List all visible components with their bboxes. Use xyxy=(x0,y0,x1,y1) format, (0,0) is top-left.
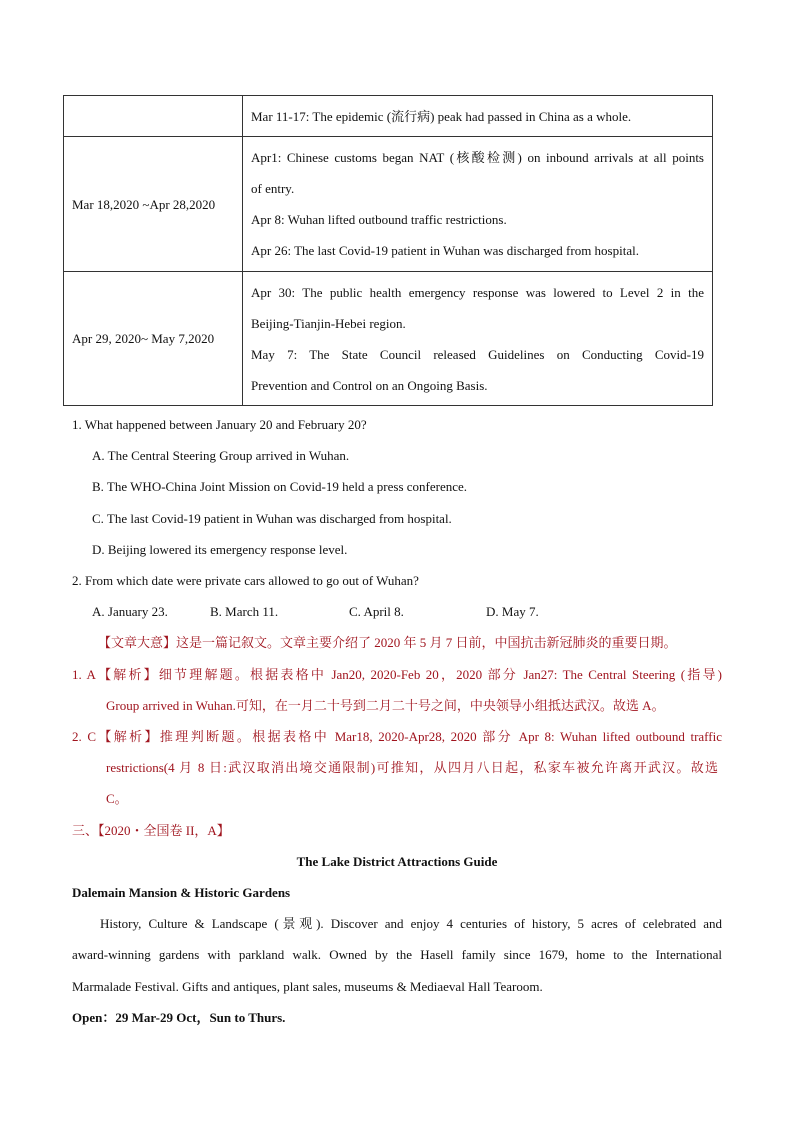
timeline-table xyxy=(63,95,713,406)
table-events-cell xyxy=(243,137,713,272)
event-line: May 7: The State Council released Guidelines on Conducting Covid-19 xyxy=(251,346,704,362)
event-line: of entry. xyxy=(251,181,295,196)
event-line: Apr 26: The last Covid-19 patient in Wuhan was discharged from hospital. xyxy=(251,243,639,258)
event-line: Mar 11-17: The epidemic (流行病) peak had passed in China as a whole. xyxy=(251,108,632,124)
analysis-answer-2-line-3: C。 xyxy=(106,791,128,806)
event-line: Apr 8: Wuhan lifted outbound traffic restrictions. xyxy=(251,212,507,227)
question-1-stem: 1. What happened between January 20 and February 20? xyxy=(72,417,367,432)
question-1-option-b: B. The WHO-China Joint Mission on Covid-19 held a press conference. xyxy=(92,479,468,494)
passage-paragraph-line-2: award-winning gardens with parkland walk. Owned by the Hasell family since 1679, home to the International xyxy=(72,947,722,962)
table-date-cell xyxy=(64,96,243,137)
passage-title: The Lake District Attractions Guide xyxy=(296,854,498,869)
question-2-option-b: B. March 11. xyxy=(210,604,279,619)
question-2-stem: 2. From which date were private cars allowed to go out of Wuhan? xyxy=(72,573,419,588)
section-heading: 三、【2020・全国卷 II，A】 xyxy=(72,823,230,838)
table-row xyxy=(64,272,713,406)
opening-hours: Open：29 Mar-29 Oct，Sun to Thurs. xyxy=(72,1010,286,1025)
event-line: Prevention and Control on an Ongoing Basis. xyxy=(251,377,488,393)
passage-paragraph-line-1: History, Culture & Landscape (景观). Discover and enjoy 4 centuries of history, 5 acres of celebrated and xyxy=(100,916,722,931)
analysis-answer-1-line-1: 1. A【解析】细节理解题。根据表格中 Jan20, 2020-Feb 20，2020 部分 Jan27: The Central Steering (指导) xyxy=(72,667,722,682)
analysis-answer-2-line-1: 2. C【解析】推理判断题。根据表格中 Mar18, 2020-Apr28, 2020 部分 Apr 8: Wuhan lifted outbound traffic xyxy=(72,729,722,744)
table-events-cell xyxy=(243,96,713,137)
table-row xyxy=(64,96,713,137)
event-line: Apr 30: The public health emergency response was lowered to Level 2 in the xyxy=(251,284,704,300)
table-row xyxy=(64,137,713,272)
event-line: Beijing-Tianjin-Hebei region. xyxy=(251,315,406,331)
analysis-answer-1-line-2: Group arrived in Wuhan.可知，在一月二十号到二月二十号之间，中央领导小组抵达武汉。故选 A。 xyxy=(106,698,665,713)
question-1-option-a: A. The Central Steering Group arrived in Wuhan. xyxy=(92,448,350,463)
question-2-option-a: A. January 23. xyxy=(92,604,168,619)
question-2-option-c: C. April 8. xyxy=(349,604,404,619)
passage-subtitle: Dalemain Mansion & Historic Gardens xyxy=(72,885,291,900)
analysis-answer-2-line-2: restrictions(4 月 8 日:武汉取消出境交通限制)可推知，从四月八日起，私家车被允许离开武汉。故选 xyxy=(106,760,718,775)
event-line: Apr1: Chinese customs began NAT (核酸检测) on inbound arrivals at all points xyxy=(251,150,704,165)
analysis-summary: 【文章大意】这是一篇记叙文。文章主要介绍了 2020 年 5 月 7 日前，中国抗击新冠肺炎的重要日期。 xyxy=(98,635,677,650)
table-events-cell xyxy=(243,272,713,406)
table-date-cell: Apr 29, 2020~ May 7,2020 xyxy=(64,272,243,406)
question-1-option-c: C. The last Covid-19 patient in Wuhan was discharged from hospital. xyxy=(92,511,452,526)
question-1-option-d: D. Beijing lowered its emergency response level. xyxy=(92,542,348,557)
passage-paragraph-line-3: Marmalade Festival. Gifts and antiques, plant sales, museums & Mediaeval Hall Tearoom. xyxy=(72,979,543,994)
table-date-cell: Mar 18,2020 ~Apr 28,2020 xyxy=(64,137,243,272)
question-2-option-d: D. May 7. xyxy=(486,604,539,619)
